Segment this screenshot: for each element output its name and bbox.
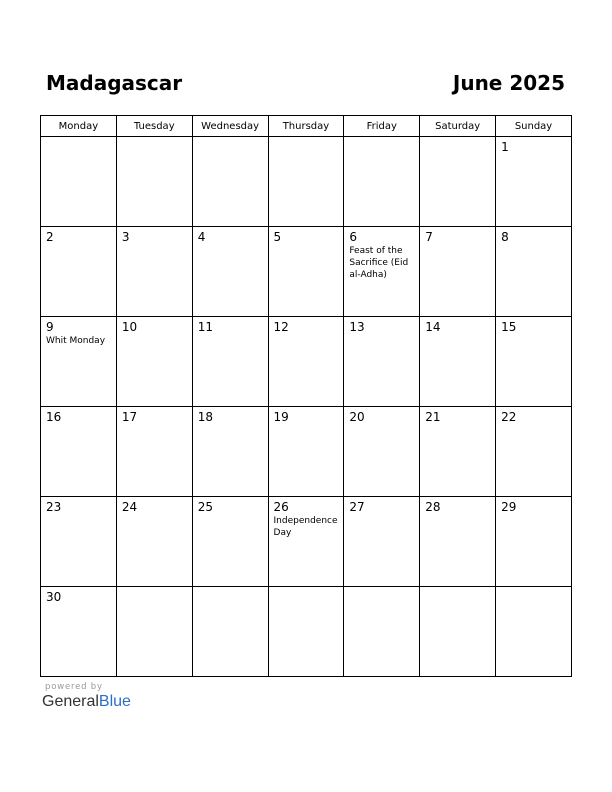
calendar-day-cell <box>41 137 117 227</box>
day-number: 9 <box>46 320 54 334</box>
day-number: 3 <box>121 230 130 244</box>
calendar-day-cell <box>116 317 192 407</box>
day-number: 6 <box>349 230 358 244</box>
calendar-day-cell <box>41 497 117 587</box>
day-number: 2 <box>46 230 54 244</box>
brand-blue: Blue <box>98 693 131 710</box>
calendar-country-title: Madagascar <box>46 71 183 95</box>
calendar-day-cell <box>420 497 496 587</box>
calendar-day-cell <box>116 227 192 317</box>
calendar-day-cell <box>344 227 420 317</box>
day-number: 28 <box>425 500 441 514</box>
weekday-header: Wednesday <box>192 116 268 137</box>
day-number: 20 <box>349 410 365 424</box>
day-number: 10 <box>121 320 138 334</box>
generalblue-logo[interactable] <box>42 693 131 711</box>
calendar-day-cell <box>116 587 192 677</box>
calendar-day-cell <box>192 317 268 407</box>
holiday-label: Independence Day <box>273 516 338 538</box>
calendar-day-cell <box>41 317 117 407</box>
weekday-header-row <box>41 116 572 137</box>
calendar-day-cell <box>344 587 420 677</box>
day-number: 21 <box>425 410 441 424</box>
calendar-day-cell <box>268 137 344 227</box>
calendar-day-cell <box>116 137 192 227</box>
calendar-day-cell <box>496 587 572 677</box>
calendar-day-cell <box>192 407 268 497</box>
day-number: 5 <box>273 230 282 244</box>
holiday-label: Feast of the Sacrifice (Eid al-Adha) <box>349 246 409 280</box>
calendar-day-cell <box>41 407 117 497</box>
calendar-day-cell <box>41 227 117 317</box>
calendar-week-row <box>41 227 572 317</box>
calendar-week-row <box>41 137 572 227</box>
calendar-day-cell <box>268 317 344 407</box>
weekday-header: Saturday <box>420 116 496 137</box>
day-number: 29 <box>501 500 517 514</box>
calendar-day-cell <box>496 227 572 317</box>
calendar-day-cell <box>420 317 496 407</box>
day-number: 27 <box>349 500 365 514</box>
day-number: 8 <box>501 230 509 244</box>
calendar-day-cell <box>496 407 572 497</box>
calendar-day-cell <box>41 587 117 677</box>
day-number: 1 <box>501 140 509 154</box>
calendar-day-cell <box>344 407 420 497</box>
day-number: 15 <box>501 320 517 334</box>
calendar-day-cell <box>420 407 496 497</box>
calendar-grid <box>40 115 572 677</box>
calendar-week-row <box>41 317 572 407</box>
weekday-header: Sunday <box>496 116 572 137</box>
calendar-week-row <box>41 497 572 587</box>
day-number: 14 <box>425 320 441 334</box>
day-number: 25 <box>197 500 213 514</box>
calendar-day-cell <box>344 317 420 407</box>
day-number: 23 <box>46 500 62 514</box>
day-number: 17 <box>121 410 138 424</box>
day-number: 7 <box>425 230 433 244</box>
calendar-day-cell <box>420 137 496 227</box>
day-number: 26 <box>273 500 289 514</box>
calendar-day-cell <box>496 137 572 227</box>
calendar-day-cell <box>192 587 268 677</box>
day-number: 12 <box>273 320 289 334</box>
day-number: 22 <box>501 410 517 424</box>
calendar-day-cell <box>496 497 572 587</box>
calendar-day-cell <box>116 407 192 497</box>
calendar-month-title: June 2025 <box>452 71 565 95</box>
calendar-day-cell <box>192 497 268 587</box>
day-number: 18 <box>197 410 213 424</box>
day-number: 11 <box>197 320 213 334</box>
calendar-day-cell <box>344 497 420 587</box>
calendar-day-cell <box>268 227 344 317</box>
powered-by-label: powered by <box>45 682 103 692</box>
holiday-label: Whit Monday <box>46 336 106 346</box>
weekday-header: Friday <box>344 116 420 137</box>
calendar-day-cell <box>496 317 572 407</box>
weekday-header: Monday <box>41 116 117 137</box>
calendar-day-cell <box>192 137 268 227</box>
brand-general: General <box>42 693 99 710</box>
day-number: 16 <box>46 410 62 424</box>
calendar-day-cell <box>192 227 268 317</box>
day-number: 19 <box>273 410 289 424</box>
day-number: 24 <box>121 500 138 514</box>
day-number: 13 <box>349 320 365 334</box>
calendar-day-cell <box>268 587 344 677</box>
calendar-day-cell <box>268 497 344 587</box>
calendar-day-cell <box>268 407 344 497</box>
weekday-header: Tuesday <box>116 116 192 137</box>
calendar-week-row <box>41 407 572 497</box>
weekday-header: Thursday <box>268 116 344 137</box>
calendar-week-row <box>41 587 572 677</box>
calendar-day-cell <box>420 587 496 677</box>
day-number: 4 <box>197 230 206 244</box>
calendar-day-cell <box>116 497 192 587</box>
calendar-day-cell <box>344 137 420 227</box>
day-number: 30 <box>46 590 62 604</box>
calendar-day-cell <box>420 227 496 317</box>
